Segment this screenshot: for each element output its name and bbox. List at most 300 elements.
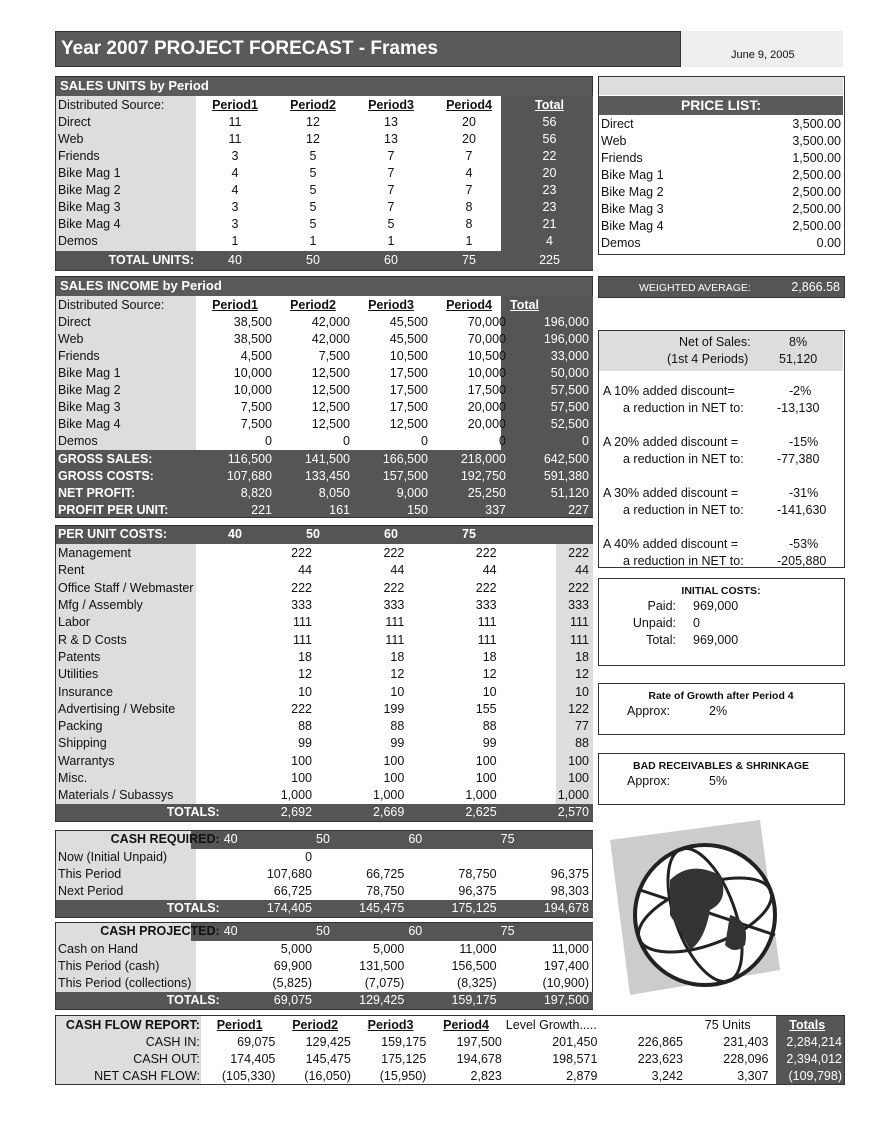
table-cell: 5 bbox=[309, 166, 317, 180]
table-cell: 40 bbox=[223, 924, 238, 938]
table-cell: 221 bbox=[251, 503, 272, 517]
discount-line1: A 20% added discount = bbox=[603, 435, 739, 449]
table-cell: Shipping bbox=[58, 736, 107, 751]
table-cell: This Period bbox=[58, 867, 122, 881]
table-cell: 7,500 bbox=[240, 417, 272, 431]
table-cell: 100 bbox=[475, 753, 497, 768]
table-cell: 1,000 bbox=[557, 788, 589, 803]
table-cell: 133,450 bbox=[304, 469, 350, 483]
table-row bbox=[56, 849, 591, 866]
net-sales-sub: (1st 4 Periods) bbox=[667, 352, 749, 366]
table-cell: 12,500 bbox=[311, 417, 350, 431]
table-cell: NET CASH FLOW: bbox=[94, 1069, 200, 1083]
table-row bbox=[56, 1051, 844, 1068]
table-row bbox=[599, 116, 843, 133]
table-cell: Bike Mag 2 bbox=[58, 383, 121, 397]
table-cell: 88 bbox=[482, 719, 497, 734]
table-cell: 129,425 bbox=[305, 1035, 351, 1049]
discount-line2: a reduction in NET to: bbox=[623, 401, 744, 415]
net-sales-pct: 8% bbox=[789, 335, 808, 349]
table-cell: 75 bbox=[462, 527, 476, 541]
table-cell: 196,000 bbox=[543, 315, 589, 329]
table-cell: 337 bbox=[485, 503, 506, 517]
table-row bbox=[56, 348, 591, 365]
per-unit-table bbox=[56, 545, 591, 804]
table-cell: 1,000 bbox=[465, 788, 497, 803]
table-cell: Utilities bbox=[58, 667, 99, 682]
table-cell: 7 bbox=[387, 200, 395, 214]
initial-costs-box bbox=[598, 578, 845, 666]
sales-income-table bbox=[56, 297, 591, 450]
table-cell: 218,000 bbox=[460, 452, 506, 466]
table-cell: 107,680 bbox=[266, 867, 313, 881]
table-cell: 100 bbox=[475, 771, 497, 785]
table-row bbox=[56, 451, 591, 468]
sales-units-table bbox=[56, 97, 591, 250]
table-cell: 7 bbox=[387, 149, 395, 163]
table-cell: 69,075 bbox=[237, 1035, 276, 1049]
table-cell: 4 bbox=[231, 166, 239, 180]
table-cell: 40 bbox=[228, 253, 242, 267]
initial-cost-value: 0 bbox=[693, 616, 700, 630]
table-cell: 99 bbox=[298, 736, 313, 751]
table-cell: CASH IN: bbox=[145, 1035, 200, 1049]
table-cell: 44 bbox=[482, 563, 497, 578]
table-cell: 111 bbox=[293, 632, 313, 647]
table-cell: 21 bbox=[542, 217, 557, 231]
table-cell: 12 bbox=[298, 667, 313, 682]
table-cell: 12 bbox=[575, 667, 589, 682]
table-row bbox=[56, 314, 591, 331]
table-cell: 3 bbox=[231, 200, 239, 214]
table-cell: 12,500 bbox=[389, 417, 428, 431]
table-cell: 12 bbox=[482, 667, 497, 682]
table-cell: PER UNIT COSTS: bbox=[58, 527, 168, 541]
table-row bbox=[56, 216, 591, 233]
weighted-average-value: 2,866.58 bbox=[791, 280, 840, 294]
table-cell: 1,000 bbox=[280, 788, 313, 803]
weighted-average-label: WEIGHTED AVERAGE: bbox=[639, 282, 751, 294]
table-cell: 129,425 bbox=[359, 993, 405, 1007]
table-cell: 4 bbox=[546, 234, 553, 248]
table-cell: 201,450 bbox=[552, 1035, 598, 1049]
table-cell: 45,500 bbox=[389, 332, 428, 346]
table-cell: 13 bbox=[384, 115, 398, 129]
table-row bbox=[56, 923, 591, 940]
cash-flow-table bbox=[56, 1017, 844, 1085]
table-row bbox=[56, 683, 591, 700]
initial-costs-header: INITIAL COSTS: bbox=[681, 585, 761, 597]
table-cell: 99 bbox=[482, 736, 497, 751]
table-cell: 70,000 bbox=[467, 332, 506, 346]
table-cell: 642,500 bbox=[543, 452, 589, 466]
discount-pct: -15% bbox=[789, 435, 819, 449]
table-cell: 10,500 bbox=[467, 349, 506, 363]
table-cell: 18 bbox=[482, 649, 497, 664]
bad-receivables-label: Approx: bbox=[627, 774, 671, 788]
discount-val: -205,880 bbox=[777, 554, 827, 568]
table-cell: 11,000 bbox=[551, 942, 589, 956]
table-cell: 111 bbox=[569, 615, 589, 630]
table-cell: 100 bbox=[383, 753, 405, 768]
growth-value: 2% bbox=[709, 704, 728, 718]
table-cell: 2,669 bbox=[373, 805, 405, 820]
table-row bbox=[56, 468, 591, 485]
net-sales-value: 51,120 bbox=[779, 352, 818, 366]
table-row bbox=[56, 1068, 844, 1085]
table-cell: 50 bbox=[306, 253, 320, 267]
table-cell: 2,879 bbox=[566, 1069, 598, 1083]
table-cell bbox=[314, 849, 406, 866]
table-cell: 60 bbox=[384, 527, 398, 541]
table-cell: 145,475 bbox=[359, 901, 405, 915]
table-cell: 88 bbox=[298, 719, 313, 734]
table-cell: Period1 bbox=[212, 98, 258, 112]
table-cell: (105,330) bbox=[221, 1069, 276, 1083]
table-cell: 222 bbox=[383, 580, 405, 595]
table-cell: 175,125 bbox=[451, 901, 497, 915]
date-box bbox=[681, 31, 843, 67]
table-cell: 175,125 bbox=[381, 1052, 427, 1066]
table-row bbox=[56, 382, 591, 399]
table-cell: Demos bbox=[58, 234, 98, 248]
table-cell: Distributed Source: bbox=[58, 298, 165, 312]
table-cell: Period3 bbox=[368, 98, 414, 112]
cash-projected-header bbox=[56, 923, 591, 940]
table-cell: 66,725 bbox=[273, 884, 313, 898]
table-cell: 222 bbox=[475, 546, 497, 561]
table-cell: 8 bbox=[465, 200, 473, 214]
cash-required-header bbox=[56, 831, 591, 848]
table-row bbox=[56, 365, 591, 382]
table-cell: 25,250 bbox=[467, 486, 506, 500]
price-list-header: PRICE LIST: bbox=[599, 96, 843, 115]
globe-illustration bbox=[610, 820, 800, 1000]
table-cell: 111 bbox=[385, 632, 405, 647]
table-row bbox=[599, 133, 843, 150]
table-cell: (5,825) bbox=[272, 976, 313, 990]
discount-val: -13,130 bbox=[777, 401, 820, 415]
table-cell: 10 bbox=[390, 684, 405, 699]
table-cell: 2,500.00 bbox=[792, 219, 841, 233]
table-row bbox=[56, 866, 591, 883]
table-cell: 145,475 bbox=[305, 1052, 351, 1066]
sales-units-section bbox=[55, 76, 593, 271]
price-list-section bbox=[598, 76, 845, 255]
table-cell: 1,000 bbox=[373, 788, 405, 803]
table-cell: 75 bbox=[462, 253, 476, 267]
table-cell: NET PROFIT: bbox=[58, 486, 136, 500]
table-cell: Bike Mag 2 bbox=[601, 185, 664, 199]
table-cell: 17,500 bbox=[467, 383, 506, 397]
table-cell: Distributed Source: bbox=[58, 98, 165, 112]
table-cell: 17,500 bbox=[389, 366, 428, 380]
table-cell: GROSS SALES: bbox=[58, 452, 153, 466]
table-row bbox=[56, 614, 591, 631]
table-cell: 18 bbox=[298, 649, 313, 664]
table-cell: TOTAL UNITS: bbox=[108, 253, 194, 267]
table-cell: 5 bbox=[309, 183, 317, 197]
table-cell: 0.00 bbox=[816, 236, 841, 250]
table-cell: 333 bbox=[383, 598, 405, 613]
table-cell: Web bbox=[58, 332, 84, 346]
initial-cost-label: Unpaid: bbox=[632, 616, 676, 630]
table-cell: (8,325) bbox=[457, 976, 497, 990]
table-row bbox=[56, 399, 591, 416]
table-cell: 5 bbox=[309, 149, 317, 163]
table-row bbox=[56, 900, 591, 917]
table-cell: 20,000 bbox=[467, 400, 506, 414]
table-cell: 222 bbox=[383, 546, 405, 561]
table-cell: Rent bbox=[58, 563, 85, 578]
table-row bbox=[56, 199, 591, 216]
table-cell: (10,900) bbox=[542, 976, 589, 990]
table-row bbox=[56, 958, 591, 975]
table-cell: 4,500 bbox=[240, 349, 272, 363]
table-cell: 88 bbox=[390, 719, 405, 734]
sales-income-header: SALES INCOME by Period bbox=[56, 277, 592, 296]
table-cell: 3,307 bbox=[737, 1069, 769, 1083]
table-cell: Web bbox=[601, 134, 627, 148]
table-cell: 111 bbox=[477, 615, 497, 630]
table-cell: 166,500 bbox=[382, 452, 428, 466]
table-cell: Period2 bbox=[292, 1018, 339, 1032]
table-cell: Patents bbox=[58, 649, 101, 664]
table-cell: 23 bbox=[542, 183, 557, 197]
table-cell: 333 bbox=[475, 598, 497, 613]
table-cell: 11 bbox=[228, 132, 242, 146]
table-cell: 9,000 bbox=[396, 486, 428, 500]
table-row bbox=[56, 545, 591, 562]
discount-pct: -53% bbox=[789, 537, 819, 551]
table-cell: Advertising / Website bbox=[58, 701, 176, 716]
table-row bbox=[56, 975, 591, 992]
table-cell: 0 bbox=[421, 434, 428, 448]
table-cell: 197,500 bbox=[456, 1035, 502, 1049]
table-cell: 2,625 bbox=[465, 805, 497, 820]
table-cell: Bike Mag 2 bbox=[58, 183, 121, 197]
table-cell: 52,500 bbox=[550, 417, 589, 431]
table-cell: 12,500 bbox=[311, 400, 350, 414]
table-row bbox=[56, 631, 591, 648]
table-cell: 98,303 bbox=[550, 884, 589, 898]
table-row bbox=[56, 1017, 844, 1034]
per-unit-header bbox=[56, 526, 591, 543]
table-cell: Bike Mag 4 bbox=[601, 219, 664, 233]
table-row bbox=[56, 526, 591, 543]
table-row bbox=[56, 148, 591, 165]
discount-line1: A 10% added discount= bbox=[603, 384, 735, 398]
table-cell: 111 bbox=[385, 615, 405, 630]
sales-income-section bbox=[55, 276, 593, 518]
initial-cost-label: Total: bbox=[646, 633, 676, 647]
table-cell: 7 bbox=[465, 183, 473, 197]
discount-pct: -2% bbox=[789, 384, 812, 398]
table-cell bbox=[499, 849, 591, 866]
table-cell: 3 bbox=[231, 149, 239, 163]
table-cell: 23 bbox=[542, 200, 557, 214]
table-cell: (16,050) bbox=[304, 1069, 351, 1083]
table-row bbox=[56, 165, 591, 182]
table-cell: Period3 bbox=[368, 298, 414, 312]
table-cell: 231,403 bbox=[723, 1035, 769, 1049]
table-cell: 197,500 bbox=[543, 993, 589, 1007]
table-cell: 194,678 bbox=[543, 901, 589, 915]
table-cell: 13 bbox=[384, 132, 398, 146]
table-cell: 10 bbox=[298, 684, 313, 699]
table-cell: 44 bbox=[390, 563, 405, 578]
title-bar bbox=[55, 31, 681, 67]
table-cell: 75 bbox=[500, 924, 515, 938]
table-cell: 50,000 bbox=[550, 366, 589, 380]
table-cell: 10 bbox=[575, 684, 589, 699]
table-cell: Level Growth..... bbox=[505, 1018, 597, 1032]
table-cell: 50 bbox=[306, 527, 320, 541]
table-cell: 2,823 bbox=[470, 1069, 502, 1083]
table-cell: 78,750 bbox=[458, 867, 497, 881]
table-cell: Bike Mag 4 bbox=[58, 417, 121, 431]
table-cell: Mfg / Assembly bbox=[58, 598, 143, 613]
table-cell: Packing bbox=[58, 719, 103, 734]
table-row bbox=[599, 218, 843, 235]
table-cell: 333 bbox=[568, 598, 589, 613]
table-cell: Web bbox=[58, 132, 84, 146]
table-cell: Period3 bbox=[367, 1018, 414, 1032]
table-cell: 45,500 bbox=[389, 315, 428, 329]
discount-line2: a reduction in NET to: bbox=[623, 452, 744, 466]
table-cell: 3,242 bbox=[651, 1069, 683, 1083]
table-cell: 20 bbox=[462, 132, 476, 146]
growth-label: Approx: bbox=[627, 704, 671, 718]
table-cell: 100 bbox=[291, 753, 313, 768]
table-cell: 50 bbox=[316, 832, 330, 846]
table-cell: 226,865 bbox=[637, 1035, 683, 1049]
table-cell: (15,950) bbox=[379, 1069, 427, 1083]
table-row bbox=[56, 941, 591, 958]
table-row bbox=[56, 331, 591, 348]
table-cell: 111 bbox=[569, 632, 589, 647]
table-cell: 1 bbox=[387, 234, 395, 248]
table-cell: 3,500.00 bbox=[792, 134, 841, 148]
table-cell: Direct bbox=[601, 117, 634, 131]
discount-line2: a reduction in NET to: bbox=[623, 503, 744, 517]
table-cell: 196,000 bbox=[543, 332, 589, 346]
table-cell: 96,375 bbox=[550, 867, 589, 881]
bad-receivables-box bbox=[598, 753, 845, 805]
table-cell: PROFIT PER UNIT: bbox=[58, 503, 169, 517]
table-cell: Next Period bbox=[58, 884, 124, 898]
table-cell: Demos bbox=[58, 434, 98, 448]
table-cell: 159,175 bbox=[381, 1035, 427, 1049]
table-row bbox=[56, 297, 591, 314]
table-cell: 88 bbox=[575, 736, 589, 751]
table-cell: 40 bbox=[223, 832, 238, 846]
table-cell: 227 bbox=[568, 503, 589, 517]
table-cell: TOTALS: bbox=[166, 993, 220, 1007]
table-cell: 66,725 bbox=[366, 867, 405, 881]
table-cell: Materials / Subassys bbox=[58, 788, 174, 803]
table-cell: 10,000 bbox=[467, 366, 506, 380]
table-cell: 57,500 bbox=[550, 400, 589, 414]
table-row bbox=[56, 416, 591, 433]
table-cell: 222 bbox=[291, 546, 313, 561]
table-cell: 38,500 bbox=[233, 332, 272, 346]
table-cell: 228,096 bbox=[723, 1052, 769, 1066]
table-row bbox=[56, 182, 591, 199]
table-cell: 161 bbox=[329, 503, 350, 517]
table-cell: 198,571 bbox=[552, 1052, 598, 1066]
table-cell: Bike Mag 4 bbox=[58, 217, 121, 231]
table-cell: 4 bbox=[465, 166, 473, 180]
table-cell: 11 bbox=[228, 115, 242, 129]
table-cell: 100 bbox=[291, 771, 313, 785]
table-cell: 96,375 bbox=[458, 884, 497, 898]
table-cell: 69,075 bbox=[273, 993, 313, 1007]
table-cell: 222 bbox=[291, 580, 313, 595]
table-cell: CASH PROJECTED: bbox=[100, 924, 220, 938]
table-cell: Office Staff / Webmaster bbox=[58, 580, 194, 595]
table-cell: 156,500 bbox=[451, 959, 497, 973]
table-cell: 192,750 bbox=[460, 469, 506, 483]
table-cell: 11,000 bbox=[459, 942, 497, 956]
table-cell: 7 bbox=[465, 149, 473, 163]
discount-line1: A 30% added discount = bbox=[603, 486, 739, 500]
table-cell: 20 bbox=[462, 115, 476, 129]
table-cell: 100 bbox=[383, 771, 405, 785]
sales-income-summary bbox=[56, 451, 591, 519]
table-cell: 69,900 bbox=[273, 959, 313, 973]
table-cell: 1 bbox=[231, 234, 239, 248]
table-cell: (7,075) bbox=[364, 976, 405, 990]
table-cell: 60 bbox=[384, 253, 398, 267]
table-cell: CASH OUT: bbox=[133, 1052, 200, 1066]
table-cell: Period2 bbox=[290, 298, 336, 312]
table-cell: This Period (collections) bbox=[58, 976, 192, 990]
cash-flow-section bbox=[55, 1015, 845, 1085]
table-cell: 141,500 bbox=[304, 452, 350, 466]
table-cell: 2,500.00 bbox=[792, 185, 841, 199]
table-row bbox=[599, 167, 843, 184]
table-cell: 10,000 bbox=[233, 383, 272, 397]
table-cell: Bike Mag 3 bbox=[58, 400, 121, 414]
table-cell: 5 bbox=[387, 217, 395, 231]
table-cell: 70,000 bbox=[467, 315, 506, 329]
table-row bbox=[56, 701, 591, 718]
table-cell: 122 bbox=[568, 701, 589, 716]
table-cell: 40 bbox=[228, 527, 242, 541]
table-cell: 0 bbox=[265, 434, 272, 448]
initial-cost-value: 969,000 bbox=[693, 633, 739, 647]
table-cell: 12 bbox=[306, 132, 320, 146]
table-cell: Period4 bbox=[443, 1018, 489, 1032]
bad-receivables-header: BAD RECEIVABLES & SHRINKAGE bbox=[633, 760, 809, 772]
table-cell: Management bbox=[58, 546, 131, 561]
table-cell: 0 bbox=[499, 434, 506, 448]
table-cell: Labor bbox=[58, 615, 90, 630]
table-row bbox=[56, 131, 591, 148]
table-cell: Insurance bbox=[58, 684, 113, 699]
table-cell bbox=[406, 849, 498, 866]
table-row bbox=[599, 201, 843, 218]
table-cell: (109,798) bbox=[788, 1069, 842, 1083]
table-cell: 22 bbox=[542, 149, 557, 163]
table-cell: 56 bbox=[542, 115, 557, 129]
table-cell: TOTALS: bbox=[166, 901, 220, 915]
table-cell: 4 bbox=[231, 183, 239, 197]
table-cell: 222 bbox=[568, 580, 589, 595]
table-cell: 0 bbox=[343, 434, 350, 448]
table-cell: 222 bbox=[291, 701, 313, 716]
